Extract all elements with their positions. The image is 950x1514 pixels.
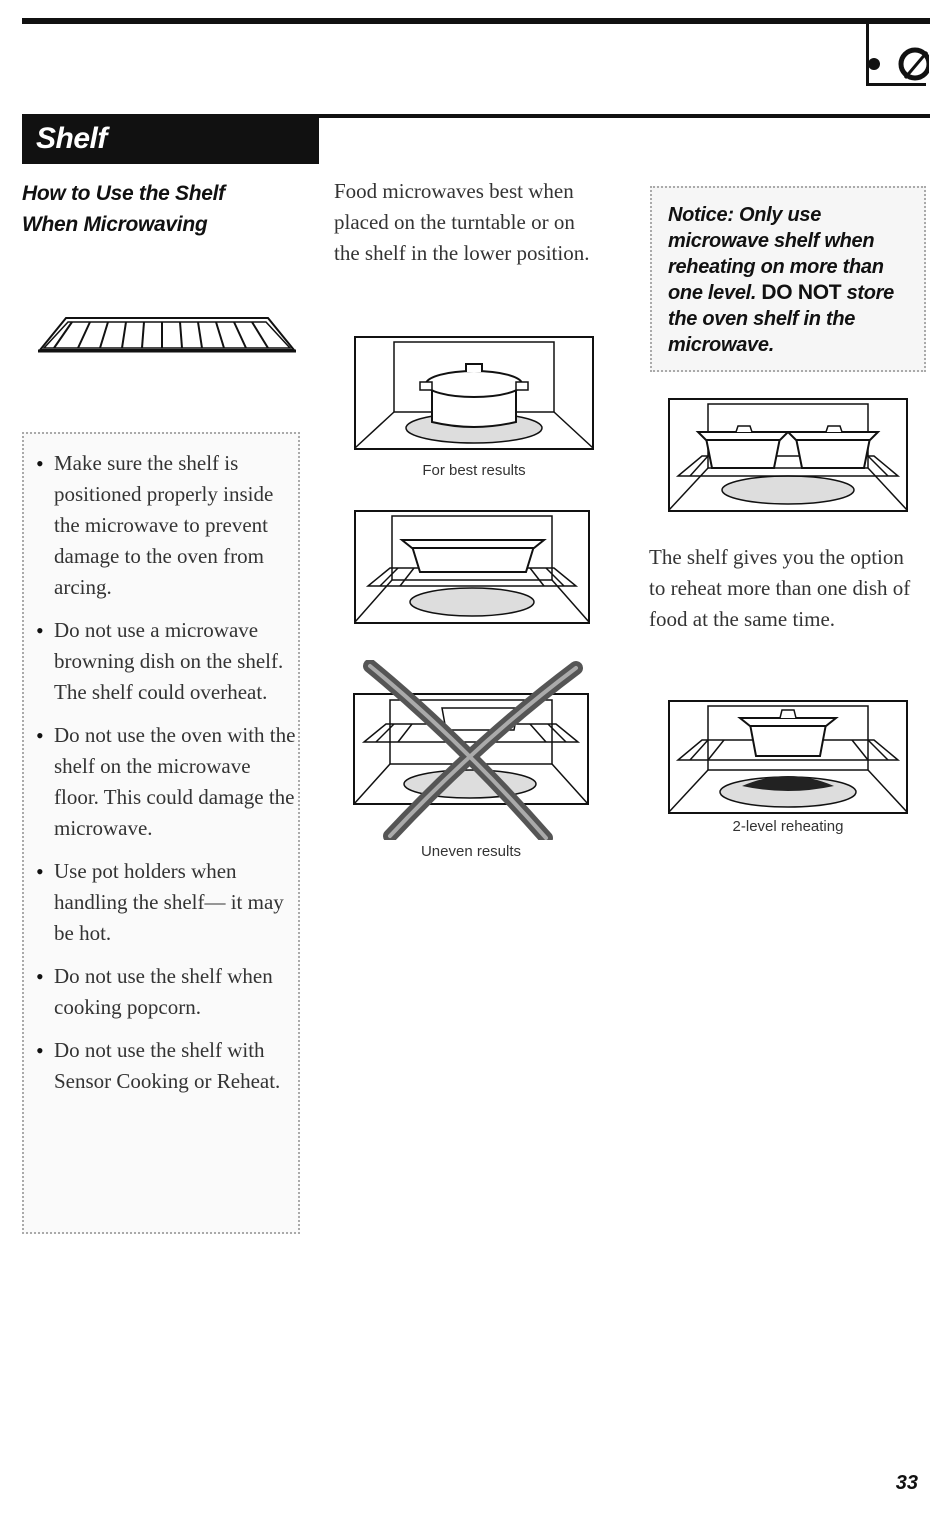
corner-tab xyxy=(866,24,926,86)
shelf-illustration xyxy=(32,250,302,400)
notice-box xyxy=(650,186,926,372)
notice-part-1: Notice: Only use microwave shelf when reheating on more than one level. xyxy=(668,204,884,304)
caution-item: • Make sure the shelf is positioned properly inside the microwave to prevent damage to the oven from arcing. xyxy=(36,448,298,603)
notice-part-3: store the oven shelf in the microwave. xyxy=(668,282,894,356)
page-number: 33 xyxy=(895,1472,918,1494)
caution-item: • Do not use a microwave browning dish on the shelf. The shelf could overheat. xyxy=(36,615,298,708)
caution-item: • Do not use the shelf when cooking popcorn. xyxy=(36,961,298,1023)
section-header xyxy=(22,118,319,164)
figure-shelf-lower xyxy=(354,510,590,624)
figure-uneven-results xyxy=(350,660,592,840)
chapter-icon xyxy=(869,24,929,86)
section-title: Shelf xyxy=(36,122,107,155)
caution-list xyxy=(24,434,298,1097)
figure-two-dishes xyxy=(668,398,908,512)
caution-box xyxy=(22,432,300,1234)
right-paragraph: The shelf gives you the option to reheat more than one dish of food at the same time. xyxy=(649,545,911,631)
caution-item: • Do not use the oven with the shelf on the microwave floor. This could damage the microwave. xyxy=(36,720,298,844)
subheading-line-1: How to Use the Shelf xyxy=(22,182,225,205)
notice-do-not: DO NOT xyxy=(761,281,842,304)
top-rule xyxy=(22,18,930,24)
caption-best-results: For best results xyxy=(422,462,526,479)
subheading-line-2: When Microwaving xyxy=(22,213,208,236)
intro-paragraph: Food microwaves best when placed on the turntable or on the shelf in the lower position. xyxy=(334,179,590,265)
caption-two-level: 2-level reheating xyxy=(732,818,844,835)
figure-best-results xyxy=(354,336,594,450)
subheading xyxy=(22,178,312,240)
notice-text xyxy=(668,202,918,358)
caution-item: • Use pot holders when handling the shelf— it may be hot. xyxy=(36,856,298,949)
figure-two-level xyxy=(668,700,908,814)
caution-item: • Do not use the shelf with Sensor Cooking or Reheat. xyxy=(36,1035,298,1097)
caption-uneven-results: Uneven results xyxy=(420,843,522,860)
